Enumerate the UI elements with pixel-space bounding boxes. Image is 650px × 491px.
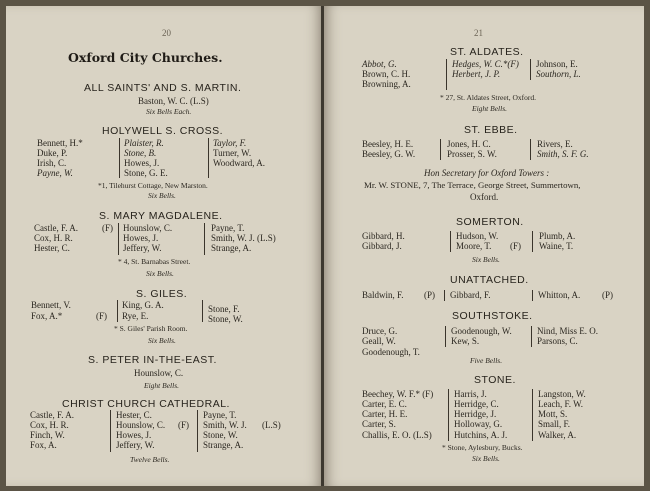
ringer-name: Gibbard, H. [362,231,405,241]
ringer-name: Woodward, A. [213,158,266,168]
left-page [6,6,322,486]
ringer-name: Hester, C. [116,410,152,420]
ringer-name: Jones, H. C. [447,139,491,149]
bells-note: Eight Bells. [472,104,507,113]
column-divider [532,231,533,252]
ringer-name: Holloway, G. [454,419,503,429]
ringer-mark: (F) [178,420,189,430]
page-number: 21 [474,28,483,38]
ringer-name: Langston, W. [538,389,586,399]
ringer-name: King, G. A. [122,300,164,310]
ringer-name: Castle, F. A. [34,223,79,233]
ringer-name: Bennett, V. [31,300,71,310]
ringer-mark: (F) [510,241,521,251]
ringer-name: Rye, E. [122,311,149,321]
ringer-name: Strange, A. [203,440,244,450]
ringer-name: Irish, C. [37,158,67,168]
church-heading: SOMERTON. [456,216,524,228]
bells-note: Six Bells Each. [146,107,192,116]
column-divider [117,300,118,322]
church-heading: S. PETER IN-THE-EAST. [88,354,217,366]
column-divider [118,223,119,255]
ringer-name: Fox, A. [30,440,57,450]
page-number: 20 [162,28,171,38]
ringer-name: Hester, C. [34,243,70,253]
column-divider [450,231,451,252]
church-heading: ST. EBBE. [464,124,518,136]
ringer-name: Goodenough, W. [451,326,512,336]
bells-note: Eight Bells. [144,381,179,390]
ringer-name: Waine, T. [539,241,574,251]
column-divider [445,326,446,347]
ringer-name: Druce, G. [362,326,398,336]
column-divider [446,59,447,90]
ringer-name: Carter, H. E. [362,409,408,419]
ringer-name: Gibbard, F. [450,290,491,300]
ringer-name: Walker, A. [538,430,577,440]
ringer-name: Geall, W. [362,336,396,346]
church-heading: S. GILES. [136,288,188,300]
ringer-name: Fox, A.* [31,311,63,321]
tower-address: * 27, St. Aldates Street, Oxford. [440,93,537,102]
column-divider [532,389,533,441]
ringer-name: Beesley, G. W. [362,149,416,159]
ringer-name: Cox, H. R. [34,233,73,243]
ringer-name: Hutchins, A. J. [454,430,508,440]
church-heading: ALL SAINTS' AND S. MARTIN. [84,82,242,94]
ringer-name: Payne, T. [203,410,237,420]
ringer-name: Mott, S. [538,409,568,419]
ringer-name: Stone, G. E. [124,168,168,178]
column-divider [110,410,111,452]
ringer-name: Jeffery, W. [123,243,162,253]
ringer-name: Challis, E. O. (L.S) [362,430,432,440]
column-divider [530,139,531,160]
bells-note: Twelve Bells. [130,455,170,464]
column-divider [448,389,449,441]
ringer-mark: (L.S) [262,420,281,430]
ringer-name: Plaister, R. [124,138,164,148]
church-heading: STONE. [474,374,516,386]
ringer-name: Small, F. [538,419,571,429]
ringer-name: Parsons, C. [537,336,578,346]
ringer-name: Beesley, H. E. [362,139,414,149]
ringer-name: Goodenough, T. [362,347,420,357]
ringer-name: Stone, F. [208,304,240,314]
ringer-name: Smith, W. J. [203,420,247,430]
ringer-name: Bennett, H.* [37,138,83,148]
ringer-name: Howes, J. [124,158,160,168]
column-divider [119,138,120,178]
church-heading: S. MARY MAGDALENE. [99,210,223,222]
ringer-name: Nind, Miss E. O. [537,326,599,336]
ringer-mark: (F) [102,223,113,233]
church-heading: ST. ALDATES. [450,46,524,58]
bells-note: Five Bells. [470,356,503,365]
column-divider [197,410,198,452]
ringer-name: Abbot, G. [362,59,397,69]
ringer-name: Payne, T. [211,223,245,233]
ringer-name: Castle, F. A. [30,410,75,420]
secretary-address: Mr. W. STONE, 7, The Terrace, George Street, Summertown, [364,180,581,190]
ringer-name: Hounslow, C. [116,420,166,430]
ringer-name: Herridge, J. [454,409,497,419]
column-divider [444,290,445,301]
ringer-name: Baldwin, F. [362,290,404,300]
tower-address: * Stone, Aylesbury, Bucks. [442,443,523,452]
ringer-name: Turner, W. [213,148,252,158]
ringer-name: Herridge, C. [454,399,499,409]
ringer-mark: (P) [602,290,613,300]
ringer-name: Johnson, E. [536,59,578,69]
ringer-name: Stone, W. [203,430,238,440]
ringer-name: Smith, S. F. G. [537,149,589,159]
ringer-name: Payne, W. [37,168,73,178]
column-divider [530,59,531,80]
ringer-name: Brown, C. H. [362,69,411,79]
ringer-name: Stone, B. [124,148,157,158]
ringer-name: Herbert, J. P. [452,69,501,79]
bells-note: Six Bells. [148,191,176,200]
ringer-name: Leach, F. W. [538,399,584,409]
ringer-name: Rivers, E. [537,139,573,149]
ringer-name: Carter, S. [362,419,396,429]
ringer-name: Hounslow, C. [134,368,184,378]
ringer-name: Hedges, W. C.*(F) [452,59,519,69]
tower-address: * 4, St. Barnabas Street. [118,257,191,266]
tower-address: *1, Tilehurst Cottage, New Marston. [98,181,208,190]
ringer-name: Strange, A. [211,243,252,253]
ringer-name: Browning, A. [362,79,411,89]
column-divider [202,300,203,322]
ringer-name: Baston, W. C. (L.S) [138,96,209,106]
church-heading: SOUTHSTOKE. [452,310,533,322]
column-divider [204,223,205,255]
ringer-name: Howes, J. [123,233,159,243]
ringer-name: Harris, J. [454,389,487,399]
ringer-name: Gibbard, J. [362,241,402,251]
column-divider [440,139,441,160]
ringer-name: Howes, J. [116,430,152,440]
ringer-mark: (P) [424,290,435,300]
ringer-name: Kew, S. [451,336,480,346]
ringer-name: Plumb, A. [539,231,576,241]
ringer-name: Moore, T. [456,241,492,251]
column-divider [531,326,532,347]
ringer-name: Southorn, L. [536,69,581,79]
bells-note: Six Bells. [472,454,500,463]
secretary-address: Oxford. [470,192,499,202]
bells-note: Six Bells. [146,269,174,278]
ringer-name: Jeffery, W. [116,440,155,450]
ringer-name: Prosser, S. W. [447,149,497,159]
bells-note: Six Bells. [148,336,176,345]
church-heading: HOLYWELL S. CROSS. [102,125,224,137]
church-heading: UNATTACHED. [450,274,529,286]
secretary-label: Hon Secretary for Oxford Towers : [424,168,550,178]
right-page [324,6,644,486]
ringer-name: Taylor, F. [213,138,247,148]
ringer-name: Finch, W. [30,430,65,440]
page-title: Oxford City Churches. [68,50,223,65]
ringer-name: Hounslow, C. [123,223,173,233]
column-divider [208,138,209,178]
ringer-name: Carter, E. C. [362,399,407,409]
ringer-name: Hudson, W. [456,231,499,241]
ringer-name: Whitton, A. [538,290,581,300]
ringer-name: Smith, W. J. (L.S) [211,233,276,243]
column-divider [532,290,533,301]
ringer-name: Stone, W. [208,314,243,324]
ringer-mark: (F) [96,311,107,321]
ringer-name: Cox, H. R. [30,420,69,430]
church-heading: CHRIST CHURCH CATHEDRAL. [62,398,230,410]
tower-address: * S. Giles' Parish Room. [114,324,188,333]
ringer-name: Duke, P. [37,148,68,158]
ringer-name: Beechey, W. F.* (F) [362,389,434,399]
bells-note: Six Bells. [472,255,500,264]
